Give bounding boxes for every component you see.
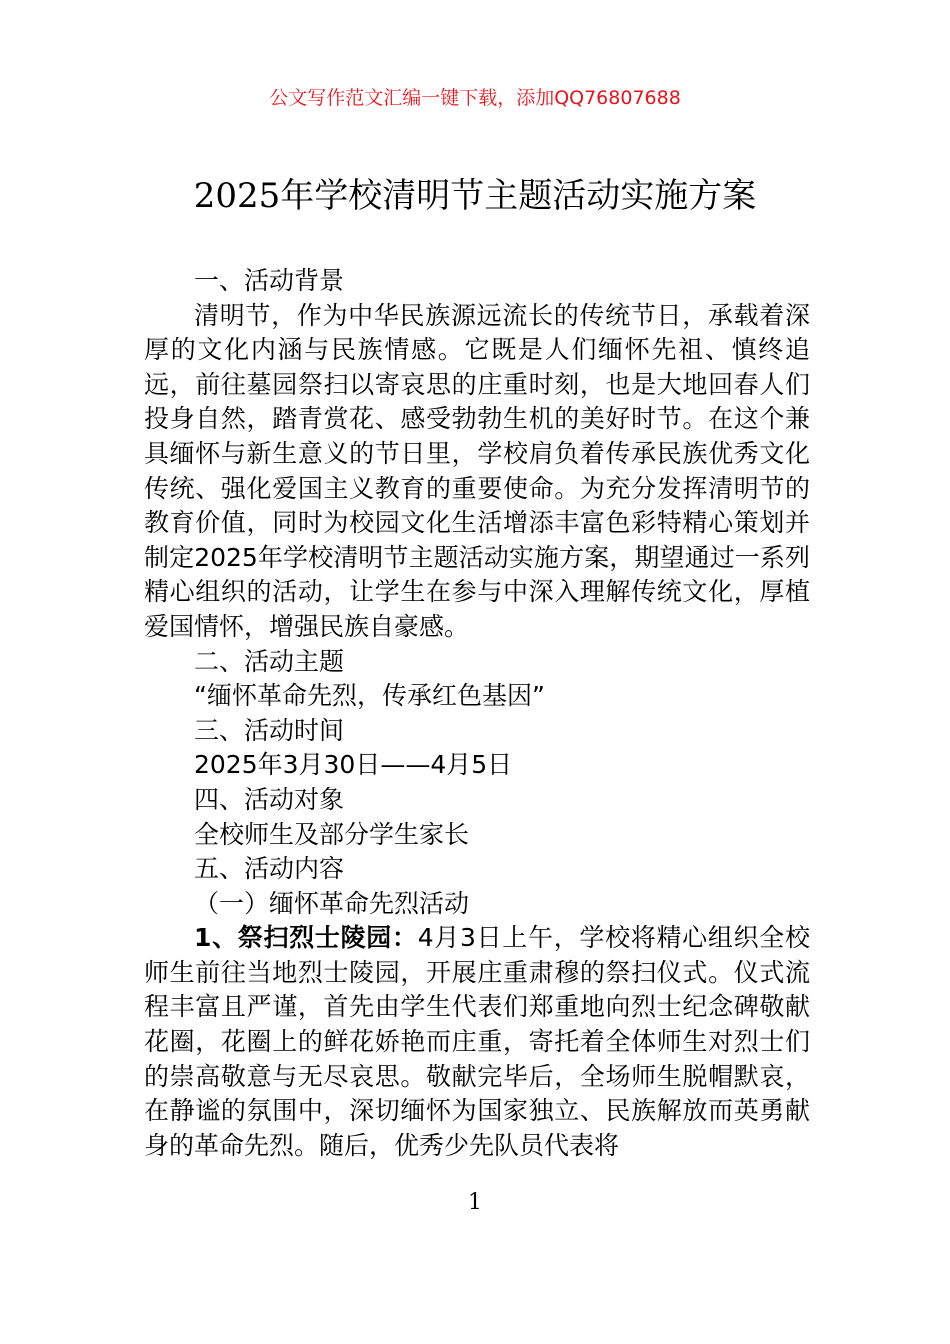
item-paragraph-tomb-sweeping [144, 921, 810, 1163]
section-heading-audience: 四、活动对象 [194, 784, 345, 814]
section-heading-content: 五、活动内容 [194, 854, 345, 884]
section-heading-background: 一、活动背景 [194, 266, 345, 295]
download-banner: 公文写作范文汇编一键下载，添加QQ76807688 [269, 87, 681, 109]
document-body [144, 264, 810, 1163]
subsection-heading-commemorate: （一）缅怀革命先烈活动 [194, 888, 470, 918]
section-heading-theme: 二、活动主题 [194, 646, 345, 676]
audience-text: 全校师生及部分学生家长 [194, 819, 470, 849]
page-title: 2025年学校清明节主题活动实施方案 [193, 176, 757, 216]
theme-text: “缅怀革命先烈，传承红色基因” [194, 681, 545, 711]
item-text: 4月3日上午，学校将精心组织全校师生前往当地烈士陵园，开展庄重肃穆的祭扫仪式。仪式流程丰富且严谨，首先由学生代表们郑重地向烈士纪念碑敬献花圈，花圈上的鲜花娇艳而庄重，寄托着全体师生对烈士们的崇高敬意与无尽哀思。敬献完毕后，全场师生脱帽默哀，在静谧的氛围中，深切缅怀为国家独立、民族解放而英勇献身的革命先烈。随后，优秀少先队员代表将 [144, 923, 810, 1160]
background-paragraph: 清明节，作为中华民族源远流长的传统节日，承载着深厚的文化内涵与民族情感。它既是人们缅怀先祖、慎终追远，前往墓园祭扫以寄哀思的庄重时刻，也是大地回春人们投身自然，踏青赏花、感受勃勃生机的美好时节。在这个兼具缅怀与新生意义的节日里，学校肩负着传承民族优秀文化传统、强化爱国主义教育的重要使命。为充分发挥清明节的教育价值，同时为校园文化生活增添丰富色彩特精心策划并制定2025年学校清明节主题活动实施方案，期望通过一系列精心组织的活动，让学生在参与中深入理解传统文化，厚植爱国情怀，增强民族自豪感。 [144, 300, 810, 641]
page-number: 1 [468, 1190, 482, 1215]
item-title: 1、祭扫烈士陵园： [194, 923, 418, 953]
section-heading-time: 三、活动时间 [194, 715, 345, 745]
time-text: 2025年3月30日——4月5日 [194, 750, 513, 780]
